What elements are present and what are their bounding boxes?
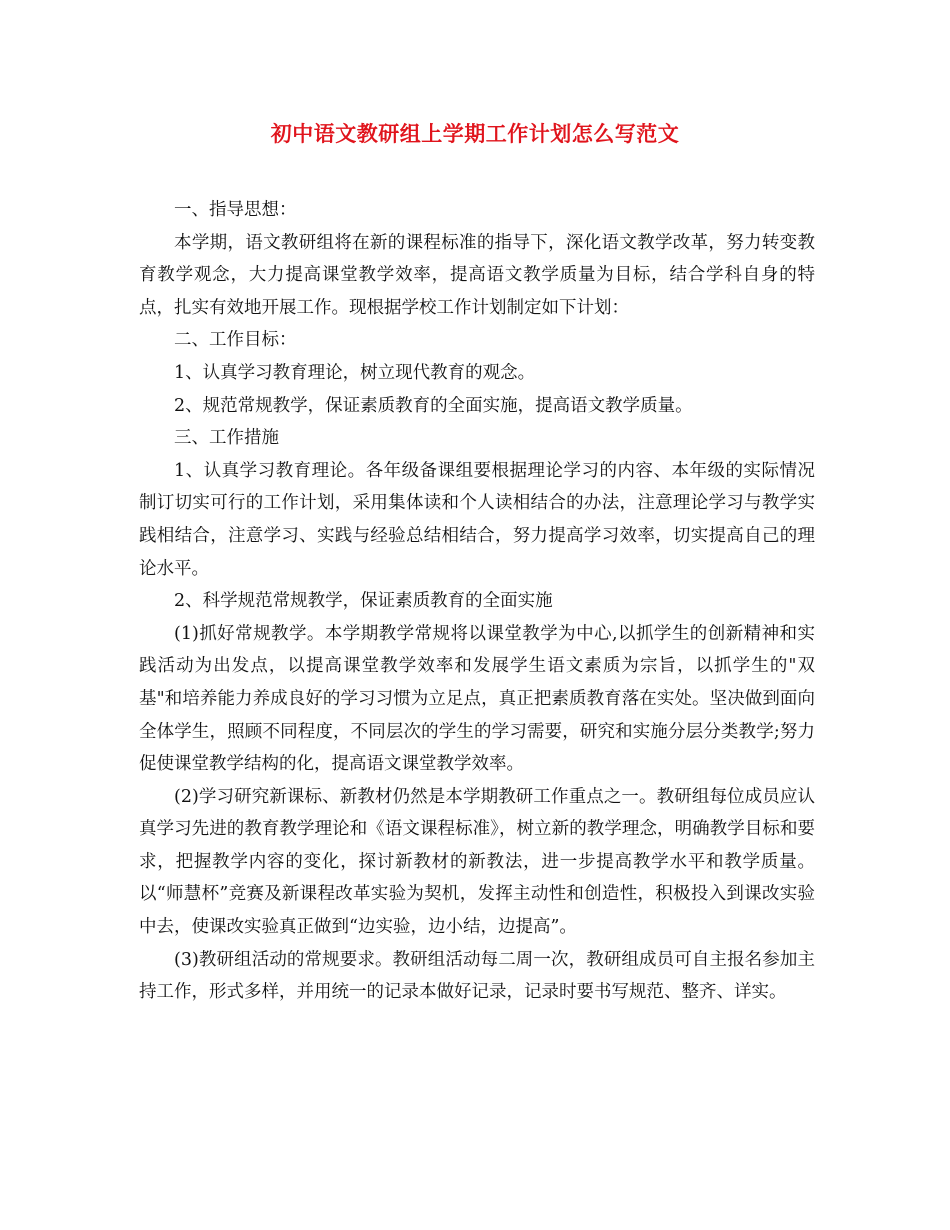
measure-subitem-3: (3)教研组活动的常规要求。教研组活动每二周一次，教研组成员可自主报名参加主持工作，形式多样，并用统一的记录本做好记录，记录时要书写规范、整齐、详实。 [139,949,815,1003]
goal-item-1: 1、认真学习教育理论，树立现代教育的观念。 [174,362,536,383]
document-body [139,194,815,1009]
section-heading-guiding-ideology: 一、指导思想： [174,200,297,220]
measure-subitem-1: (1)抓好常规教学。本学期教学常规将以课堂教学为中心,以抓学生的创新精神和实践活动为出发点，以提高课堂教学效率和发展学生语文素质为宗旨，以抓学生的"双基"和培养能力养成良好的学习习惯为立足点，真正把素质教育落在实处。坚决做到面向全体学生，照顾不同程度，不同层次的学生的学习需要，研究和实施分层分类教学;努力促使课堂教学结构的化，提高语文课堂教学效率。 [139,623,815,775]
measure-item-2: 2、科学规范常规教学，保证素质教育的全面实施 [174,591,553,612]
section-heading-work-measures: 三、工作措施 [174,428,279,449]
document-title: 初中语文教研组上学期工作计划怎么写范文 [270,121,680,146]
measure-item-1: 1、认真学习教育理论。各年级备课组要根据理论学习的内容、本年级的实际情况制订切实可行的工作计划，采用集体读和个人读相结合的办法，注意理论学习与教学实践相结合，注意学习、实践与经验总结相结合，努力提高学习效率，切实提高自己的理论水平。 [139,460,815,579]
section-heading-work-goals: 二、工作目标： [174,330,297,351]
goal-item-2: 2、规范常规教学，保证素质教育的全面实施，提高语文教学质量。 [174,395,693,416]
paragraph-intro: 本学期，语文教研组将在新的课程标准的指导下，深化语文教学改革，努力转变教育教学观念，大力提高课堂教学效率，提高语文教学质量为目标，结合学科自身的特点，扎实有效地开展工作。现根据学校工作计划制定如下计划： [139,232,815,318]
measure-subitem-2: (2)学习研究新课标、新教材仍然是本学期教研工作重点之一。教研组每位成员应认真学习先进的教育教学理论和《语文课程标准》，树立新的教学理念，明确教学目标和要求，把握教学内容的变化，探讨新教材的新教法，进一步提高教学水平和教学质量。以“师慧杯”竞赛及新课程改革实验为契机，发挥主动性和创造性，积极投入到课改实验中去，使课改实验真正做到“边实验，边小结，边提高”。 [139,786,815,938]
